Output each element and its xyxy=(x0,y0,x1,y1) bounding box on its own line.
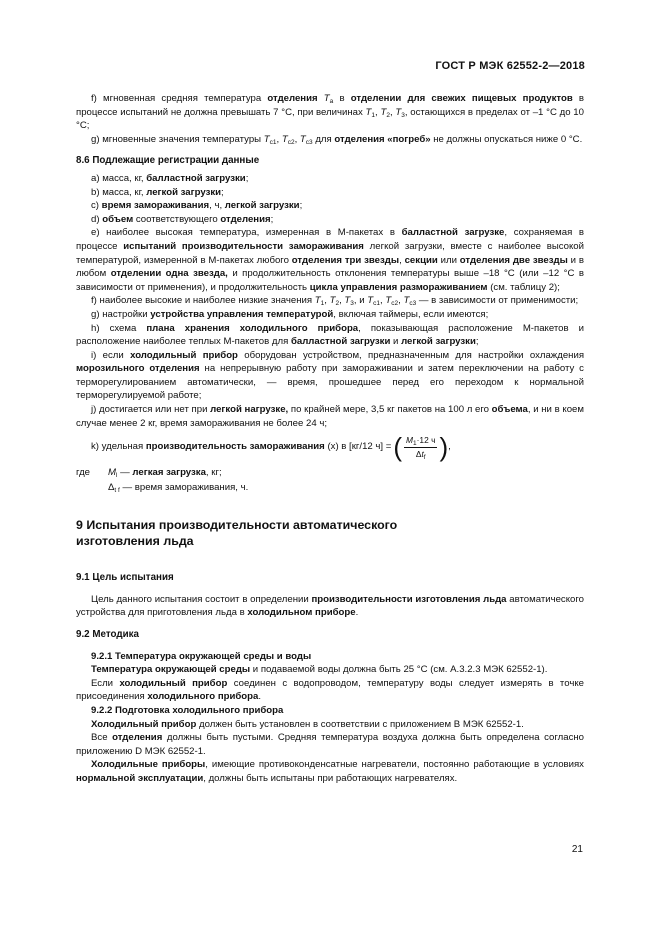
paragraph-9-2-2-b: Все отделения должны быть пустыми. Средняя температура воздуха должна быть определена согласно приложению D МЭК 62552-1. xyxy=(76,732,584,757)
paragraph-9-2-2-c: Холодильные приборы, имеющие противоконденсатные нагреватели, постоянно работающие в условиях нормальной эксплуатации, должны быть испытаны при работающих нагревателях. xyxy=(76,759,584,784)
item-8-6-k: k) удельная производительность замораживания (x) в [кг/12 ч] = ( $\frac{M_1\cdot 12 ч}{\Delta t_f}$ ) , xyxy=(91,432,451,463)
heading-9-2-2: 9.2.2 Подготовка холодильного прибора xyxy=(91,705,284,716)
item-8-6-c: c) время замораживания, ч, легкой загрузки; xyxy=(91,200,303,212)
page-number: 21 xyxy=(571,844,583,855)
heading-9-2-1: 9.2.1 Температура окружающей среды и воды xyxy=(91,650,312,662)
item-8-5-f: f) мгновенная средняя температура отделения $T_a$ в отделении для свежих пищевых продуктов в процессе испытаний не должна превышать 7 °С, при величинах $T_1$, $T_2$, $T_3$, остающихся в пределах от –1 °С до 10 °С; xyxy=(76,93,585,132)
left-paren: ( xyxy=(393,432,403,463)
freezing-capacity-formula: ( $\frac{M_1\cdot 12 ч}{\Delta t_f}$ ) , xyxy=(393,432,451,463)
document-body xyxy=(76,92,584,786)
right-paren: ) xyxy=(439,432,449,463)
item-8-6-i: i) если холодильный прибор оборудован устройством, предназначенным для настройки охлаждения морозильного отделения на непрерывную работу при замораживании и затем переключении на работу с терморегулированием автоматически, — время, прошедшее перед его переходом к нормальной терморегулируемой работе; xyxy=(76,349,585,402)
item-8-6-h: h) схема плана хранения холодильного прибора, показывающая расположение М-пакетов и расположение наиболее теплых М-пакетов для балластной загрузки и легкой загрузки; xyxy=(76,322,584,348)
fraction-numerator: $M_1\cdot 12$ ч xyxy=(406,434,436,447)
legend-line-time: $\Delta_{t f}$ — время замораживания, ч. xyxy=(108,481,249,494)
item-8-5-g: g) мгновенные значения температуры $T_{c1}$, $T_{c2}$, $T_{c3}$ для отделения «погреб» не должны опускаться ниже 0 °С. xyxy=(91,133,583,146)
heading-8-6: 8.6 Подлежащие регистрации данные xyxy=(76,155,260,167)
paragraph-9-2-2-a: Холодильный прибор должен быть установлен в соответствии с приложением В МЭК 62552-1. xyxy=(91,718,524,730)
fraction-denominator: $\Delta t_f$ xyxy=(415,448,426,461)
item-8-6-j: j) достигается или нет при легкой нагрузке, по крайней мере, 3,5 кг пакетов на 100 л его объема, и ни в коем случае менее 2 кг, время замораживания не более 24 ч; xyxy=(76,404,584,429)
heading-9-1: 9.1 Цель испытания xyxy=(76,572,174,584)
item-8-6-g: g) настройки устройства управления температурой, включая таймеры, если имеются; xyxy=(91,308,489,320)
legend-line-mass: $M_l$ — легкая загрузка, кг; xyxy=(108,467,222,480)
paragraph-9-2-1-b: Если холодильный прибор соединен с водопроводом, температуру воды следует измерять в точке присоединения холодильного прибора. xyxy=(76,677,584,703)
formula-legend: где $M_l$ — легкая загрузка, кг; $\Delta_{t f}$ — время замораживания, ч. xyxy=(76,467,249,494)
item-8-6-d: d) объем соответствующего отделения; xyxy=(91,213,274,225)
item-8-6-e: e) наиболее высокая температура, измеренная в М-пакетах в балластной загрузке, сохраняемая в процессе испытаний производительности замораживания легкой загрузки, вместе с наиболее высокой температурой, измеренной в М-пакетах любого отделения три звезды, секции или отделения две звезды и в любом отделении одна звезда, и продолжительность отклонения температуры выше –18 °С (или –12 °С в зависимости от применения), и продолжительность цикла управления размораживанием (см. таблицу 2); xyxy=(76,227,585,293)
item-8-6-b: b) масса, кг, легкой загрузки; xyxy=(91,186,224,198)
paragraph-9-1: Цель данного испытания состоит в определении производительности изготовления льда автоматического устройства для приготовления льда в холодильном приборе. xyxy=(76,593,584,619)
heading-9: 9 Испытания производительности автоматического изготовления льда xyxy=(76,518,398,549)
heading-9-2: 9.2 Методика xyxy=(76,629,139,641)
document-header: ГОСТ Р МЭК 62552-2—2018 xyxy=(435,60,585,72)
item-8-6-f: f) наиболее высокие и наиболее низкие значения $T_1$, $T_2$, $T_3$, и $T_{c1}$, $T_{c2}$, $T_{c3}$ — в зависимости от применимости; xyxy=(91,295,579,308)
item-8-6-a: a) масса, кг, балластной загрузки; xyxy=(91,172,249,184)
paragraph-9-2-1-a: Температура окружающей среды и подаваемой воды должна быть 25 °С (см. А.3.2.3 МЭК 62552-1). xyxy=(91,664,548,676)
fraction xyxy=(402,435,439,460)
